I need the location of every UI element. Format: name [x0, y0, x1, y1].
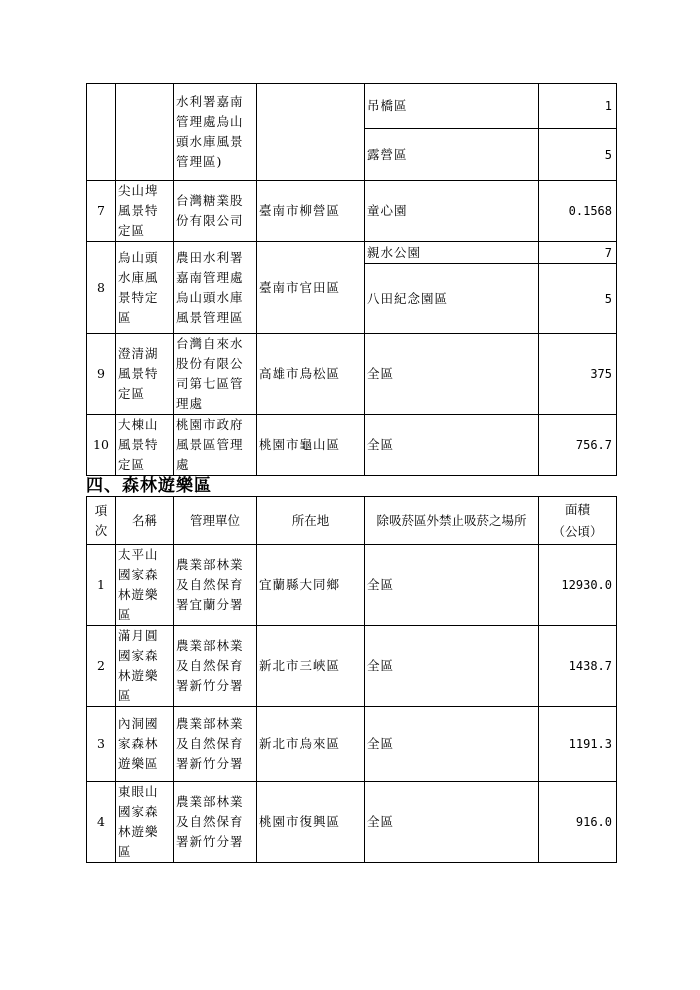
row-location: 新北市烏來區 [257, 707, 365, 782]
row-index [87, 84, 116, 181]
row-name: 澄清湖風景特定區 [116, 334, 174, 415]
row-index: 9 [87, 334, 116, 415]
row-place: 親水公園 [365, 242, 539, 264]
row-manager: 台灣糖業股份有限公司 [174, 181, 257, 242]
row-place: 露營區 [365, 129, 539, 181]
table-row [87, 84, 617, 129]
table-row [87, 545, 617, 626]
table-row [87, 626, 617, 707]
header-name: 名稱 [116, 497, 174, 545]
table-row [87, 181, 617, 242]
row-location: 高雄市鳥松區 [257, 334, 365, 415]
row-area: 5 [539, 129, 617, 181]
row-place: 全區 [365, 707, 539, 782]
row-name: 太平山國家森林遊樂區 [116, 545, 174, 626]
row-name: 烏山頭水庫風景特定區 [116, 242, 174, 334]
row-place: 童心園 [365, 181, 539, 242]
row-area: 0.1568 [539, 181, 617, 242]
row-name: 滿月圓國家森林遊樂區 [116, 626, 174, 707]
table-header-row [87, 497, 617, 545]
row-place: 全區 [365, 415, 539, 476]
row-location: 宜蘭縣大同鄉 [257, 545, 365, 626]
row-area: 1191.3 [539, 707, 617, 782]
row-area: 5 [539, 264, 617, 334]
header-place: 除吸菸區外禁止吸菸之場所 [365, 497, 539, 545]
row-area: 7 [539, 242, 617, 264]
row-location: 桃園市復興區 [257, 782, 365, 863]
section-title: 四、森林遊樂區 [86, 476, 212, 496]
row-index: 3 [87, 707, 116, 782]
table-row [87, 707, 617, 782]
row-index: 2 [87, 626, 116, 707]
row-location: 新北市三峽區 [257, 626, 365, 707]
row-place: 全區 [365, 626, 539, 707]
forest-recreation-table [86, 496, 617, 863]
row-manager: 農業部林業及自然保育署新竹分署 [174, 707, 257, 782]
row-manager: 台灣自來水股份有限公司第七區管理處 [174, 334, 257, 415]
table-row [87, 242, 617, 264]
row-area: 1438.7 [539, 626, 617, 707]
header-manager: 管理單位 [174, 497, 257, 545]
scenic-area-table [86, 83, 617, 476]
row-area: 375 [539, 334, 617, 415]
row-index: 4 [87, 782, 116, 863]
row-name: 大棟山風景特定區 [116, 415, 174, 476]
row-manager: 農田水利署嘉南管理處烏山頭水庫風景管理區 [174, 242, 257, 334]
table-row [87, 334, 617, 415]
row-area: 12930.0 [539, 545, 617, 626]
row-name: 東眼山國家森林遊樂區 [116, 782, 174, 863]
row-location [257, 84, 365, 181]
row-area: 1 [539, 84, 617, 129]
row-manager: 水利署嘉南管理處烏山頭水庫風景管理區) [174, 84, 257, 181]
row-place: 全區 [365, 545, 539, 626]
row-place: 吊橋區 [365, 84, 539, 129]
row-name [116, 84, 174, 181]
row-index: 8 [87, 242, 116, 334]
row-location: 臺南市柳營區 [257, 181, 365, 242]
row-manager: 農業部林業及自然保育署新竹分署 [174, 626, 257, 707]
row-name: 內洞國家森林遊樂區 [116, 707, 174, 782]
table-row [87, 415, 617, 476]
row-manager: 農業部林業及自然保育署宜蘭分署 [174, 545, 257, 626]
row-manager: 農業部林業及自然保育署新竹分署 [174, 782, 257, 863]
table-row [87, 782, 617, 863]
row-area: 756.7 [539, 415, 617, 476]
row-manager: 桃園市政府風景區管理處 [174, 415, 257, 476]
row-name: 尖山埤風景特定區 [116, 181, 174, 242]
row-index: 10 [87, 415, 116, 476]
row-index: 7 [87, 181, 116, 242]
row-location: 臺南市官田區 [257, 242, 365, 334]
header-index: 項次 [87, 497, 116, 545]
row-place: 全區 [365, 782, 539, 863]
row-location: 桃園市龜山區 [257, 415, 365, 476]
row-area: 916.0 [539, 782, 617, 863]
row-index: 1 [87, 545, 116, 626]
row-place: 八田紀念園區 [365, 264, 539, 334]
row-place: 全區 [365, 334, 539, 415]
header-area: 面積 （公頃） [539, 497, 617, 545]
header-location: 所在地 [257, 497, 365, 545]
